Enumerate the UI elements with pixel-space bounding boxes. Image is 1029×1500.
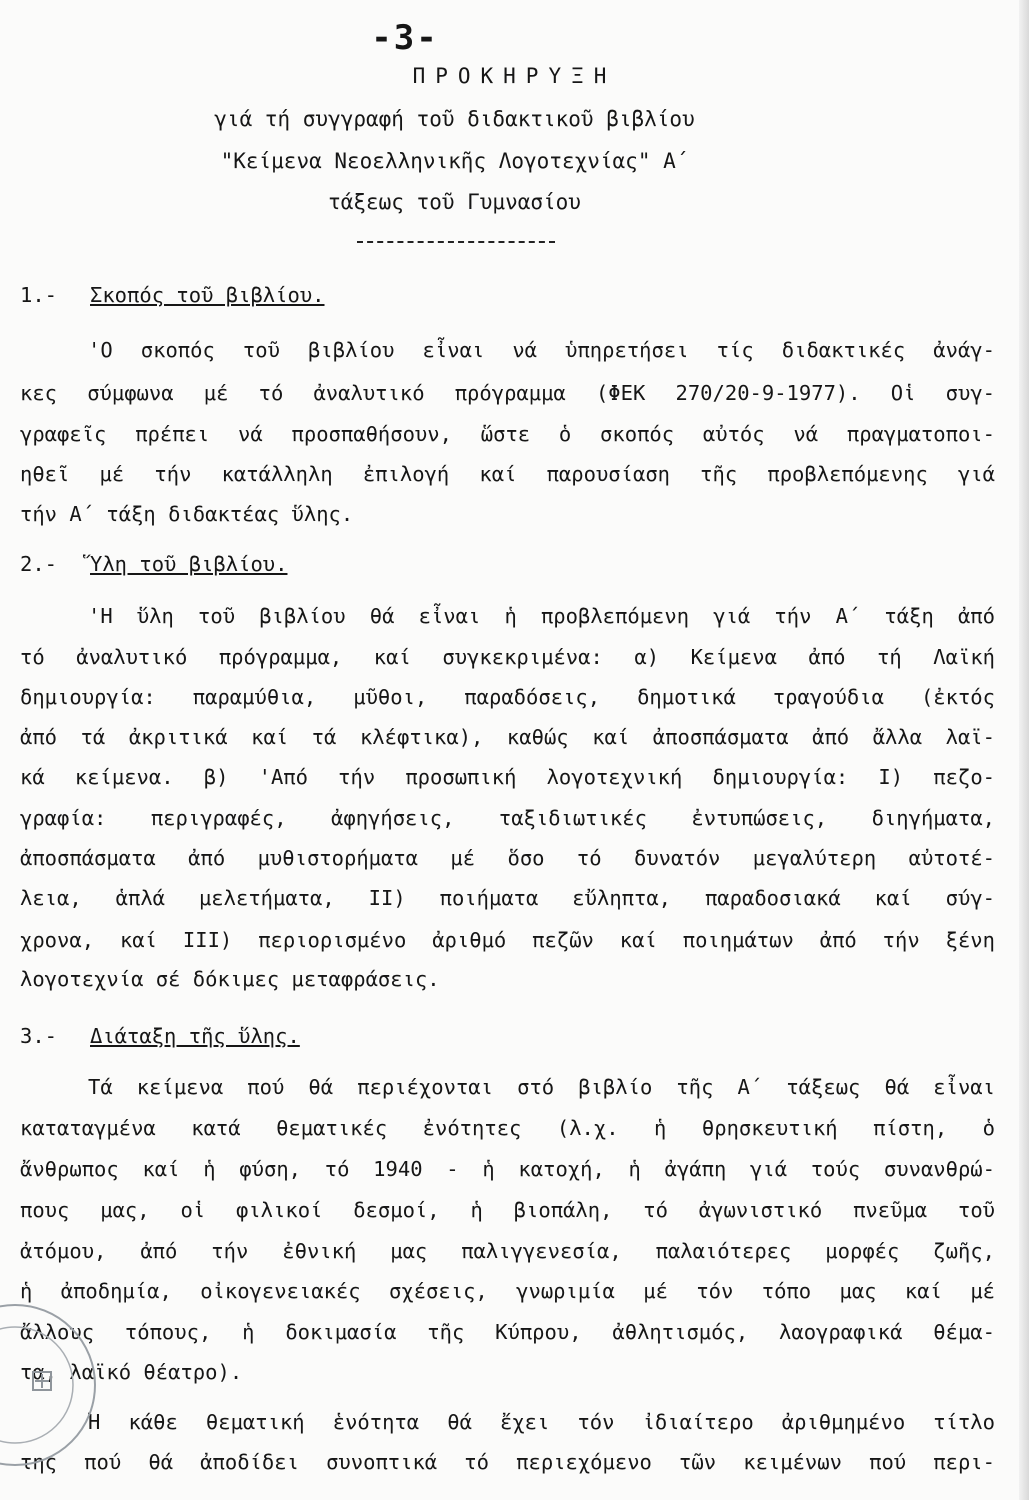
section-3-line: Τά κείμενα πού θά περιέχονται στό βιβλίο τῆς Α΄ τάξεως θά εἶναι bbox=[88, 1075, 995, 1099]
section-2-title: Ὕλη τοῦ βιβλίου. bbox=[90, 552, 288, 576]
section-3-heading bbox=[20, 1022, 995, 1050]
section-2-line: κά κείμενα. β) 'Από τήν προσωπική λογοτεχνική δημιουργία: Ι) πεζο- bbox=[20, 765, 995, 789]
section-1-line: γραφεῖς πρέπει νά προσπαθήσουν, ὥστε ὁ σκοπός αὐτός νά πραγματοποι- bbox=[20, 422, 995, 446]
document-title: ΠΡΟΚΗΡΥΞΗ bbox=[412, 64, 617, 88]
subtitle-line-3: τάξεως τοῦ Γυμνασίου bbox=[328, 190, 581, 214]
section-3-line: ἡ ἀποδημία, οἰκογενειακές σχέσεις, γνωριμία μέ τόν τόπο μας καί μέ bbox=[20, 1279, 995, 1303]
page-number: -3- bbox=[371, 18, 439, 58]
section-3-line: πους μας, οἱ φιλικοί δεσμοί, ἡ βιοπάλη, τό ἀγωνιστικό πνεῦμα τοῦ bbox=[20, 1198, 995, 1222]
section-1-line: ηθεῖ μέ τήν κατάλληλη ἐπιλογή καί παρουσίαση τῆς προβλεπόμενης γιά bbox=[20, 462, 995, 486]
section-2-heading bbox=[20, 550, 995, 578]
section-1-number: 1.- bbox=[20, 283, 58, 307]
section-2-line: γραφία: περιγραφές, ἀφηγήσεις, ταξιδιωτικές ἐντυπώσεις, διηγήματα, bbox=[20, 806, 995, 830]
subtitle-line-2: "Κείμενα Νεοελληνικῆς Λογοτεχνίας" Α΄ bbox=[220, 149, 689, 173]
section-3-line: ἀτόμου, ἀπό τήν ἐθνική μας παλιγγενεσία, παλαιότερες μορφές ζωῆς, bbox=[20, 1239, 995, 1263]
section-1-heading bbox=[20, 281, 995, 309]
section-3-line: ἄλλους τόπους, ἡ δοκιμασία τῆς Κύπρου, ἀθλητισμός, λαογραφικά θέμα- bbox=[20, 1320, 995, 1344]
section-2-line: λεια, ἁπλά μελετήματα, ΙΙ) ποιήματα εὔληπτα, παραδοσιακά καί σύγ- bbox=[20, 886, 995, 910]
section-2-line: 'Η ὕλη τοῦ βιβλίου θά εἶναι ἡ προβλεπόμενη γιά τήν Α΄ τάξη ἀπό bbox=[88, 604, 995, 628]
section-2-line: ἀπό τά ἀκριτικά καί τά κλέφτικα), καθώς καί ἀποσπάσματα ἀπό ἄλλα λαϊ- bbox=[20, 725, 995, 749]
section-3-line: Ἡ κάθε θεματική ἑνότητα θά ἔχει τόν ἰδιαίτερο ἀριθμημένο τίτλο bbox=[88, 1410, 995, 1434]
section-1-line: 'Ο σκοπός τοῦ βιβλίου εἶναι νά ὑπηρετήσει τίς διδακτικές ἀνάγ- bbox=[88, 338, 995, 362]
section-3-line: καταταγμένα κατά θεματικές ἐνότητες (λ.χ. ἡ θρησκευτική πίστη, ὁ bbox=[20, 1116, 995, 1140]
section-3-title: Διάταξη τῆς ὕλης. bbox=[90, 1024, 300, 1048]
section-1-line: τήν Α΄ τάξη διδακτέας ὕλης. bbox=[20, 502, 354, 526]
section-2-line: λογοτεχνία σέ δόκιμες μεταφράσεις. bbox=[20, 967, 440, 991]
section-2-line: χρονα, καί ΙΙΙ) περιορισμένο ἀριθμό πεζῶν καί ποιημάτων ἀπό τήν ξένη bbox=[20, 928, 995, 952]
section-3-line: της πού θά ἀποδίδει συνοπτικά τό περιεχόμενο τῶν κειμένων πού περι- bbox=[20, 1450, 995, 1474]
section-3-line: τα, λαϊκό θέατρο). bbox=[20, 1360, 243, 1384]
page-edge-shadow bbox=[1019, 0, 1029, 1500]
section-2-number: 2.- bbox=[20, 552, 58, 576]
section-1-title: Σκοπός τοῦ βιβλίου. bbox=[90, 283, 325, 307]
section-2-line: τό ἀναλυτικό πρόγραμμα, καί συγκεκριμένα: α) Κείμενα ἀπό τή Λαϊκή bbox=[20, 645, 995, 669]
section-2-line: ἀποσπάσματα ἀπό μυθιστορήματα μέ ὅσο τό δυνατόν μεγαλύτερη αὐτοτέ- bbox=[20, 846, 995, 870]
section-1-line: κες σύμφωνα μέ τό ἀναλυτικό πρόγραμμα (ΦΕΚ 270/20-9-1977). Οἱ συγ- bbox=[20, 381, 995, 405]
section-3-line: ἄνθρωπος καί ἡ φύση, τό 1940 - ἡ κατοχή, ἡ ἀγάπη γιά τούς συνανθρώ- bbox=[20, 1157, 995, 1181]
section-3-number: 3.- bbox=[20, 1024, 58, 1048]
section-2-line: δημιουργία: παραμύθια, μῦθοι, παραδόσεις, δημοτικά τραγούδια (ἐκτός bbox=[20, 685, 995, 709]
official-stamp-icon bbox=[0, 1300, 100, 1470]
title-divider bbox=[357, 241, 555, 243]
subtitle-line-1: γιά τή συγγραφή τοῦ διδακτικοῦ βιβλίου bbox=[214, 107, 695, 131]
